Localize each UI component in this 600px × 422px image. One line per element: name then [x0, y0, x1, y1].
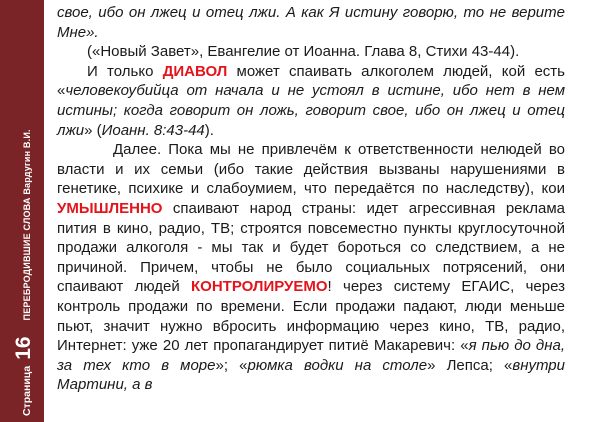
text-fragment: Далее. Пока мы не привлечём к ответственности нелюдей во власти и их семьи (ибо такие действия вызваны нарушениями в генетике, психике и слабоумием, что передаётся по наследству), кои — [57, 141, 565, 198]
page-sidebar — [0, 0, 44, 422]
song-quote-2: рюмка водки на столе — [247, 356, 428, 374]
bible-quote: человекоубийца от начала и не устоял в истине, ибо нет в нем истины; когда говорит он ложь, говорит свое, ибо он лжец и отец лжи — [57, 82, 565, 139]
song-quote-3: внутри Мартини, а в — [57, 356, 565, 394]
text-fragment: » Лепса; « — [427, 356, 513, 374]
document-body — [57, 3, 565, 395]
emphasis-kontroliruemo: КОНТРОЛИРУЕМО — [191, 278, 328, 296]
text-fragment: И только — [87, 62, 163, 80]
text-fragment: может спаивать алкоголем людей, кой есть « — [57, 62, 565, 100]
page-word: Страница — [21, 365, 33, 416]
emphasis-diavol: ДИАВОЛ — [162, 62, 228, 80]
song-quote-1: я пью до дна, за тех кто в море — [57, 337, 565, 374]
paragraph-citation: («Новый Завет», Евангелие от Иоанна. Глава 8, Стихи 43-44). — [87, 43, 520, 61]
emphasis-umyshlenno: УМЫШЛЕННО — [57, 199, 163, 217]
paragraph-main — [57, 140, 565, 395]
book-title: ПЕРЕБРОДИВШИЕ СЛОВА Вардугин В.И. — [22, 129, 32, 321]
text-fragment: ! через систему ЕГАИС, через контроль продажи по времени. Если продажи падают, люди меньше пьют, значит нужно вбросить информацию через кино, ТВ, радио, Интернет: уже 20 лет пропагандирует питиё Макаревич: « — [57, 278, 565, 355]
text-fragment: спаивают народ страны: идет агрессивная реклама пития в кино, радио, ТВ; строятся повсеместно пункты круглосуточной продажи алкоголя - мы так и будет бороться со следствием, а не причиной. Причем, чтобы не было социальных потрясений, они спаивают людей — [57, 199, 565, 296]
text-fragment: ). — [204, 121, 214, 139]
paragraph-quote-end: свое, ибо он лжец и отец лжи. А как Я истину говорю, то не верите Мне». — [57, 4, 565, 41]
text-fragment: »; « — [215, 356, 248, 374]
text-fragment: » ( — [84, 121, 102, 139]
paragraph-diavol — [57, 62, 565, 140]
bible-reference: Иоанн. 8:43-44 — [101, 121, 205, 139]
page-number: 16 — [12, 336, 35, 360]
sidebar-caption — [13, 129, 34, 416]
